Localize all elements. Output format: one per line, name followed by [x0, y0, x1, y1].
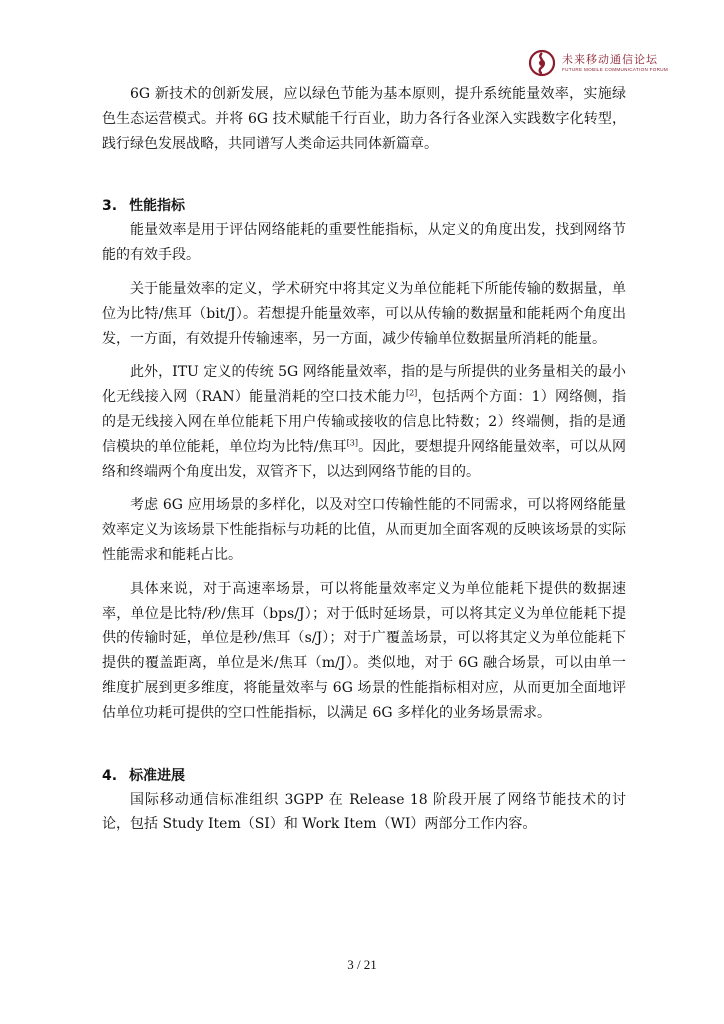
section-4-paragraph-1: 国际移动通信标准组织 3GPP 在 Release 18 阶段开展了网络节能技术的讨论，包括 Study Item（SI）和 Work Item（WI）两部分工作内容。 [102, 791, 626, 833]
section-3-paragraph-5: 具体来说，对于高速率场景，可以将能量效率定义为单位能耗下提供的数据速率，单位是比特/秒/焦耳（bps/J）；对于低时延场景，可以将其定义为单位能耗下提供的传输时延，单位是秒/焦耳（s/J）；对于广覆盖场景，可以将其定义为单位能耗下提供的覆盖距离，单位是米/焦耳（m/J）。类似地，对于 6G 融合场景，可以由单一维度扩展到更多维度，将能量效率与 6G 场景的性能指标相对应，从而更加全面地评估单位功耗可提供的空口性能指标，以满足 6G 多样化的业务场景需求。 [102, 580, 626, 721]
section-3-paragraph-4: 考虑 6G 应用场景的多样化，以及对空口传输性能的不同需求，可以将网络能量效率定义为该场景下性能指标与功耗的比值，从而更加全面客观的反映该场景的实际性能需求和能耗占比。 [102, 497, 626, 563]
section-3-paragraph-3 [102, 360, 626, 484]
logo-title-cn: 未来移动通信论坛 [561, 52, 658, 66]
section-3-number: 3. [102, 198, 118, 215]
page-header [528, 46, 668, 80]
document-body [102, 82, 626, 837]
intro-paragraph: 6G 新技术的创新发展，应以绿色节能为基本原则，提升系统能量效率，实施绿色生态运营模式。并将 6G 技术赋能千行百业，助力各行各业深入实践数字化转型，践行绿色发展战略，共同谱写人类命运共同体新篇章。 [102, 86, 626, 152]
section-4-title: 标准进展 [129, 767, 186, 784]
reference-2: [2] [405, 388, 418, 398]
page-number: 3 / 21 [347, 957, 377, 972]
logo-text [562, 54, 668, 73]
paragraph-3-part-c: 。因此，要想提升网络能量效率，可以从网络和终端两个角度出发，双管齐下，以达到网络节能的目的。 [102, 438, 627, 480]
section-3-heading [102, 194, 626, 218]
section-3-paragraph-2: 关于能量效率的定义，学术研究中将其定义为单位能耗下所能传输的数据量，单位为比特/焦耳（bit/J）。若想提升能量效率，可以从传输的数据量和能耗两个角度出发，一方面，有效提升传输速率，另一方面，减少传输单位数据量所消耗的能量。 [102, 280, 626, 347]
forum-logo-icon [528, 49, 556, 77]
section-3-paragraph-1: 能量效率是用于评估网络能耗的重要性能指标，从定义的角度出发，找到网络节能的有效手段。 [102, 222, 626, 264]
logo-title-en: FUTURE MOBILE COMMUNICATION FORUM [561, 66, 668, 72]
section-3-title: 性能指标 [129, 198, 186, 215]
paragraph-3-part-a: 此外，ITU 定义的传统 5G 网络能量效率，指的是与所提供的业务量相关的最小化无线接入网（RAN）能量消耗的空口技术能力 [102, 364, 626, 406]
section-4-heading [102, 764, 626, 788]
paragraph-3-part-b: ，包括两个方面：1）网络侧，指的是无线接入网在单位能耗下用户传输或接收的信息比特数；2）终端侧，指的是通信模块的单位能耗，单位均为比特/焦耳 [102, 389, 626, 455]
section-4-number: 4. [102, 767, 118, 784]
reference-3: [3] [346, 438, 358, 448]
